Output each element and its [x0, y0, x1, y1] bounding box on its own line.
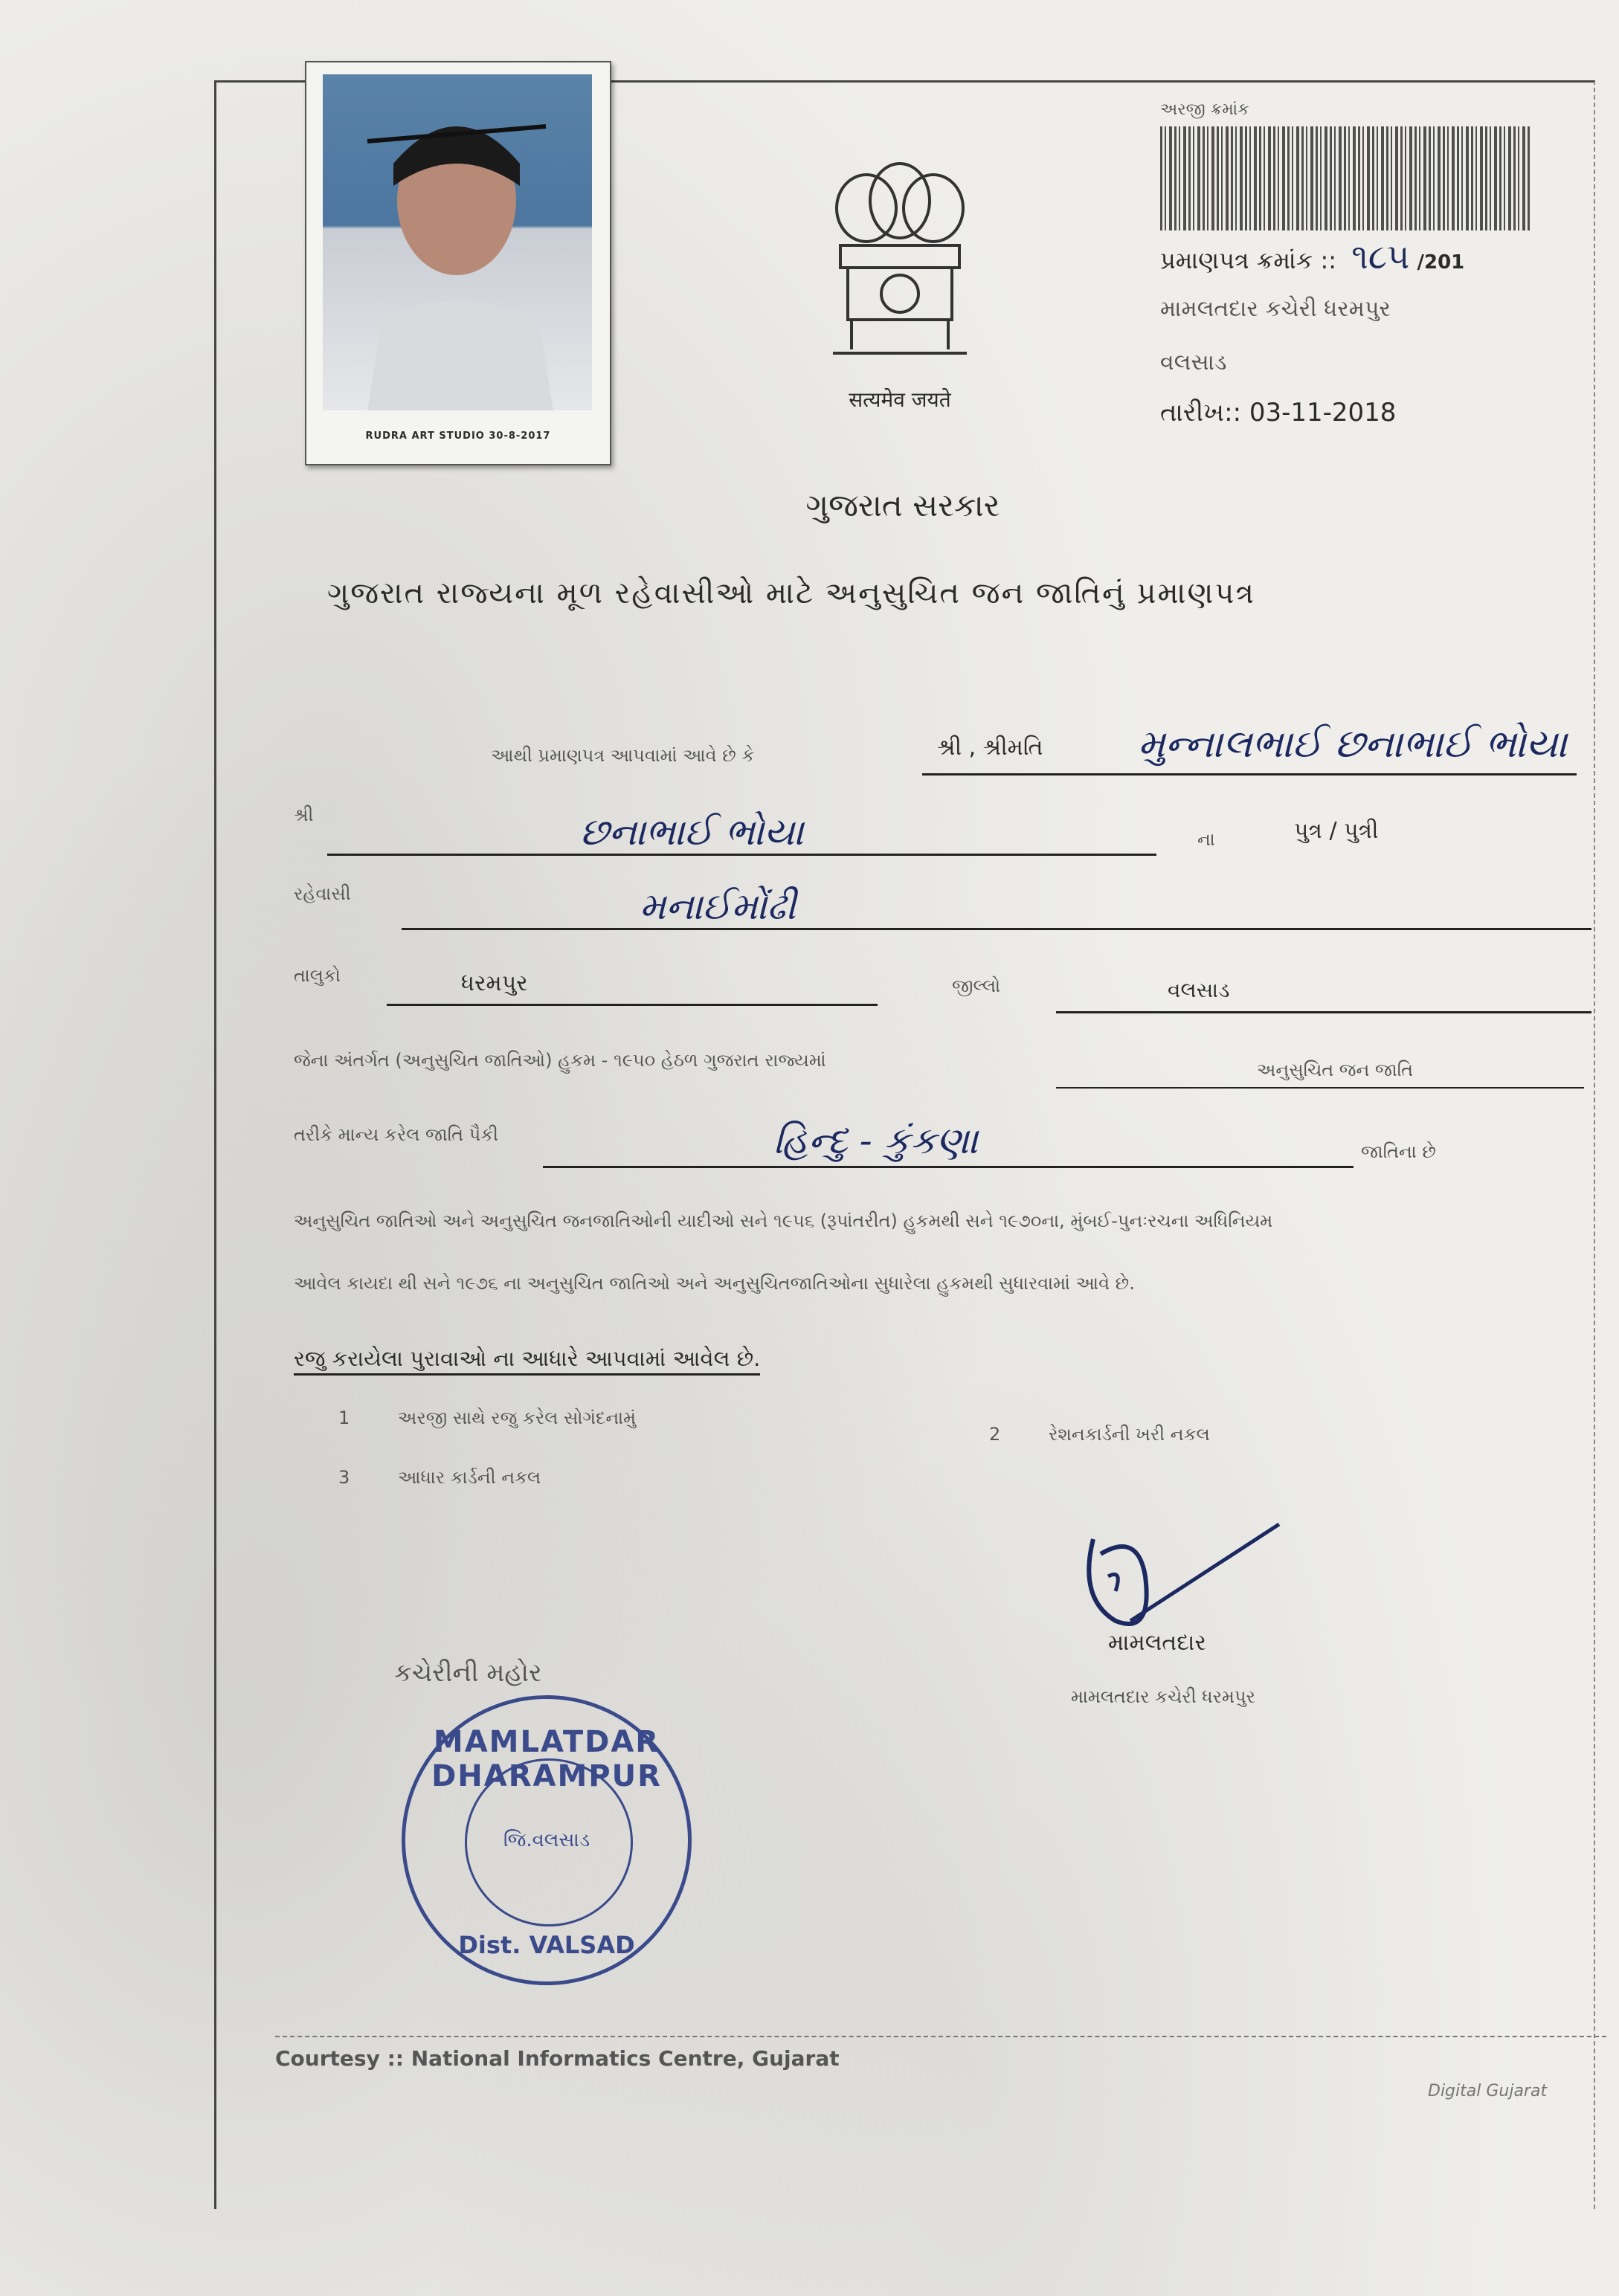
issue-date: તારીખ:: 03-11-2018: [1160, 398, 1397, 428]
taluka-underline: [387, 1004, 878, 1006]
evidence-heading: રજુ કરાયેલા પુરાવાઓ ના આધારે આપવામાં આવેલ છે.: [294, 1346, 760, 1376]
paragraph-2: આવેલ કાયદા થી સને ૧૯૭૬ ના અનુસુચિત જાતિઓ અને અનુસુચિતજાતિઓના સુધારેલા હુકમથી સુધારવામાં આવે છે.: [294, 1273, 1135, 1294]
government-title: ગુજરાત સરકાર: [805, 487, 1000, 523]
photo-caption: RUDRA ART STUDIO 30-8-2017: [365, 430, 551, 442]
paragraph-1: અનુસુચિત જાતિઓ અને અનુસુચિત જનજાતિઓની યાદીઓ સને ૧૯૫૬ (રૂપાંતરીત) હુકમથી સને ૧૯૭૦ના, મુંબઈ-પુનઃરચના અધિનિયમ: [294, 1210, 1273, 1231]
evidence-item-2: રેશનકાર્ડની ખરી નકલ: [1049, 1424, 1210, 1445]
father-label: શ્રી: [294, 804, 314, 825]
applicant-name: મુન્નાલભાઈ છનાભાઈ ભોયા: [1138, 722, 1568, 767]
barcode: [1160, 126, 1532, 230]
stamp-top-text: MAMLATDAR DHARAMPUR: [431, 1725, 662, 1793]
evidence-no-2: 2: [989, 1424, 1001, 1445]
stamp-bottom-text: Dist. VALSAD: [458, 1931, 635, 1959]
national-emblem-icon: [803, 149, 997, 372]
order-text: જેના અંતર્ગત (અનુસુચિત જાતિઓ) હુકમ - ૧૯૫૦ હેઠળ ગુજરાત રાજ્યમાં: [294, 1050, 826, 1071]
child-portrait: [323, 74, 592, 410]
digital-gujarat-mark: Digital Gujarat: [1428, 2082, 1548, 2100]
taluka: ધરમપુર: [461, 970, 528, 996]
certificate-year: /201: [1417, 251, 1465, 274]
certificate-no-label: પ્રમાણપત્ર ક્રમાંક ::: [1160, 246, 1337, 274]
issuing-district: વલસાડ: [1160, 349, 1227, 375]
issuing-office: મામલતદાર કચેરી ધરમપુર: [1160, 296, 1391, 322]
district-label: જીલ્લો: [952, 976, 1001, 996]
caste-label: તરીકે માન્ય કરેલ જાતિ પૈકી: [294, 1124, 499, 1145]
evidence-item-1: અરજી સાથે રજુ કરેલ સોગંદનામું: [398, 1407, 637, 1428]
footer-divider: [275, 2036, 1606, 2037]
district-value: વલસાડ: [1168, 978, 1230, 1002]
village: મનાઈમોંઢી: [640, 885, 796, 928]
district-underline: [1056, 1011, 1591, 1013]
caste: હિન્દુ - કુંકણા: [773, 1119, 978, 1162]
signatory-office: મામલતદાર કચેરી ધરમપુર: [1071, 1686, 1255, 1707]
office-seal-label: કચેરીની મહોર: [394, 1658, 542, 1688]
village-label: રહેવાસી: [294, 883, 351, 904]
scheduled-tribe: અનુસુચિત જન જાતિ: [1257, 1060, 1414, 1080]
stamp-middle-text: જિ.વલસાડ: [503, 1829, 590, 1851]
certificate-number: [1160, 236, 1464, 278]
village-underline: [402, 928, 1591, 930]
office-stamp: [402, 1695, 692, 1985]
certificate-no-value: ૧૮૫: [1351, 236, 1410, 277]
footer-courtesy: Courtesy :: National Informatics Centre, Gujarat: [275, 2046, 840, 2071]
applicant-photo: [305, 61, 611, 465]
relation-prefix: ના: [1197, 829, 1215, 850]
evidence-no-3: 3: [338, 1467, 350, 1488]
name-underline: [922, 773, 1577, 775]
emblem-motto: सत्यमेव जयते: [849, 387, 951, 412]
evidence-no-1: 1: [338, 1407, 350, 1428]
honorific: શ્રી , શ્રીમતિ: [937, 735, 1043, 761]
caste-suffix: જાતિના છે: [1361, 1141, 1436, 1162]
relation: પુત્ર / પુત્રી: [1294, 818, 1379, 844]
evidence-item-3: આધાર કાર્ડની નકલ: [398, 1467, 541, 1488]
intro-text: આથી પ્રમાણપત્ર આપવામાં આવે છે કે: [491, 745, 755, 766]
caste-underline: [543, 1166, 1354, 1168]
taluka-label: તાલુકો: [294, 965, 341, 986]
tribe-underline: [1056, 1087, 1584, 1089]
father-name: છનાભાઈ ભોયા: [580, 810, 804, 854]
application-no-label: અરજી ક્રમાંક: [1160, 100, 1249, 119]
signatory-title: મામલતદાર: [1108, 1630, 1206, 1656]
certificate-heading: ગુજરાત રાજ્યના મૂળ રહેવાસીઓ માટે અનુસુચિત જન જાતિનું પ્રમાણપત્ર: [327, 576, 1255, 610]
